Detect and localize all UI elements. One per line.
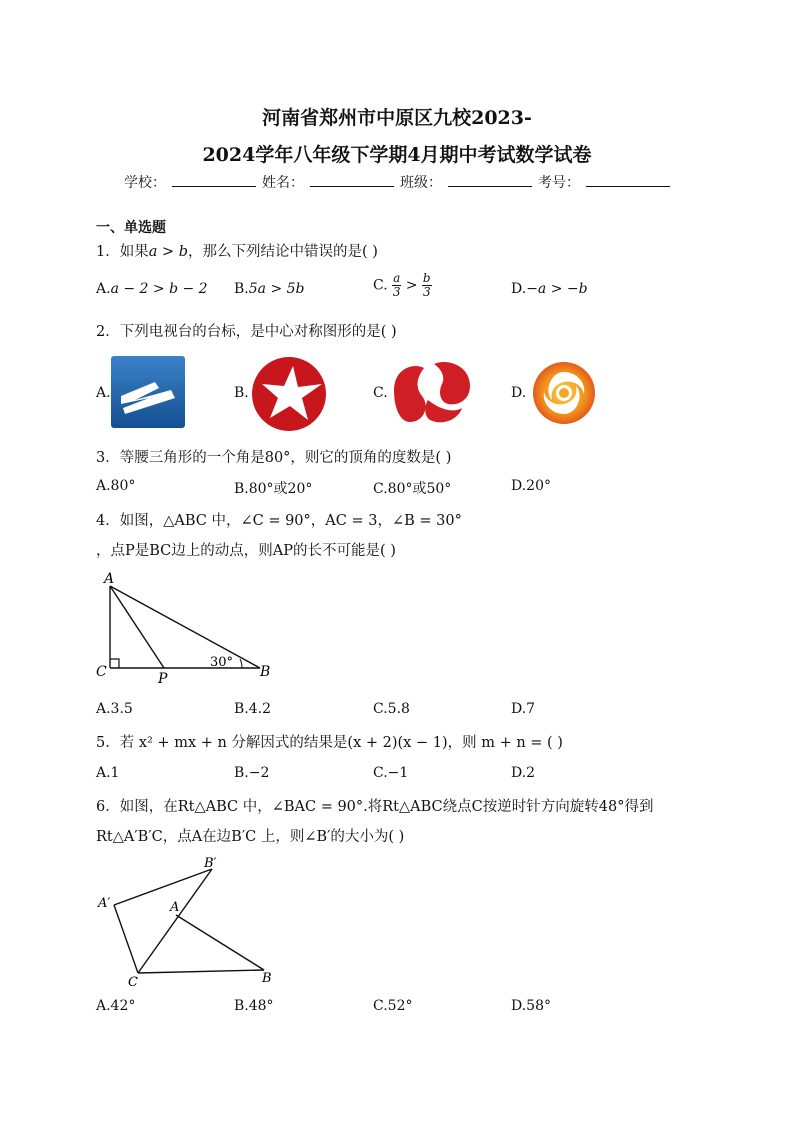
school-blank[interactable] — [172, 172, 256, 187]
label-c: C — [96, 664, 107, 680]
name-label: 姓名： — [262, 175, 304, 191]
question-2-option-c-label[interactable]: C. — [373, 385, 388, 401]
exam-title-line1: 河南省郑州市中原区九校2023- — [262, 107, 532, 129]
question-3-option-d[interactable]: D.20° — [511, 478, 551, 494]
question-4-stem-line1: 4．如图，△ABC 中，∠C = 90°，AC = 3，∠B = 30° — [96, 513, 462, 529]
question-4-option-a[interactable]: A.3.5 — [96, 701, 133, 717]
segment-a-prime-b-prime — [114, 869, 212, 905]
label-p: P — [158, 671, 168, 687]
question-6-option-d[interactable]: D.58° — [511, 998, 551, 1014]
question-1-stem: 1．如果a > b，那么下列结论中错误的是( ) — [96, 244, 378, 260]
question-3-option-b[interactable]: B.80°或20° — [234, 481, 313, 497]
question-1-option-d[interactable]: D.−a > −b — [511, 281, 588, 297]
student-info-row — [124, 172, 670, 192]
question-2-option-d-label[interactable]: D. — [511, 385, 527, 401]
segment-ab — [176, 915, 264, 970]
question-2-stem: 2．下列电视台的台标，是中心对称图形的是( ) — [96, 324, 397, 340]
segment-cb — [138, 970, 264, 973]
question-5-option-c[interactable]: C.−1 — [373, 765, 409, 781]
question-1-option-b[interactable]: B.5a > 5b — [234, 281, 305, 297]
segment-a-prime-c — [114, 905, 138, 973]
question-5-option-d[interactable]: D.2 — [511, 765, 536, 781]
label-b: B — [260, 664, 271, 680]
label-a: A — [104, 571, 115, 587]
exam-number-label: 考号： — [538, 175, 580, 191]
segment-ap — [110, 586, 164, 668]
label-b-prime: B′ — [204, 856, 217, 871]
question-6-option-a[interactable]: A.42° — [96, 998, 136, 1014]
right-angle-mark — [110, 659, 119, 668]
question-1-option-a[interactable]: A.a − 2 > b − 2 — [96, 281, 208, 297]
question-6-stem-line2: Rt△A′B′C，点A在边B′C 上，则∠B′的大小为( ) — [96, 829, 405, 845]
question-4-option-d[interactable]: D.7 — [511, 701, 536, 717]
question-3-option-c[interactable]: C.80°或50° — [373, 481, 452, 497]
question-2-option-b-label[interactable]: B. — [234, 385, 249, 401]
label-a-prime: A′ — [98, 896, 111, 911]
label-angle-30: 30° — [210, 655, 234, 670]
angle-b-arc — [240, 659, 242, 668]
section-title: 一、单选题 — [96, 220, 166, 236]
label-b: B — [262, 971, 272, 986]
label-a: A — [170, 900, 180, 915]
phoenix-logo-icon[interactable] — [530, 360, 598, 426]
question-4-option-c[interactable]: C.5.8 — [373, 701, 410, 717]
question-5-stem: 5．若 x² + mx + n 分解因式的结果是(x + 2)(x − 1)，则 m + n = ( ) — [96, 735, 563, 751]
question-6-figure — [92, 850, 282, 990]
question-5-option-a[interactable]: A.1 — [96, 765, 120, 781]
class-label: 班级： — [400, 175, 442, 191]
red-star-logo-icon[interactable] — [250, 356, 328, 432]
question-5-option-b[interactable]: B.−2 — [234, 765, 270, 781]
fraction-a-over-3: $\frac{a}{3}$ — [392, 271, 401, 299]
question-6-option-c[interactable]: C.52° — [373, 998, 413, 1014]
segment-c-b-prime — [138, 869, 212, 973]
question-3-stem: 3．等腰三角形的一个角是80°，则它的顶角的度数是( ) — [96, 450, 452, 466]
school-label: 学校： — [124, 175, 166, 191]
exam-title-line2: 2024学年八年级下学期4月期中考试数学试卷 — [202, 144, 592, 166]
question-1-option-c[interactable]: C. $\frac{a}{3}$ > $\frac{b}{3}$ — [373, 271, 431, 299]
segment-ab — [110, 586, 260, 668]
question-4-stem-line2: ，点P是BC边上的动点，则AP的长不可能是( ) — [96, 543, 396, 559]
question-6-stem-line1: 6．如图，在Rt△ABC 中，∠BAC = 90°.将Rt△ABC绕点C按逆时针方向旋转48°得到 — [96, 799, 654, 815]
question-3-option-a[interactable]: A.80° — [96, 478, 136, 494]
question-6-option-b[interactable]: B.48° — [234, 998, 274, 1014]
question-4-option-b[interactable]: B.4.2 — [234, 701, 272, 717]
exam-number-blank[interactable] — [586, 172, 670, 187]
red-swirl-logo-icon[interactable] — [388, 356, 474, 428]
class-blank[interactable] — [448, 172, 532, 187]
name-blank[interactable] — [310, 172, 394, 187]
zhejiang-tv-logo-icon[interactable] — [111, 356, 185, 428]
question-2-option-a-label[interactable]: A. — [96, 385, 111, 401]
question-4-figure — [92, 566, 282, 688]
fraction-b-over-3: $\frac{b}{3}$ — [422, 271, 431, 299]
label-c: C — [128, 975, 138, 990]
